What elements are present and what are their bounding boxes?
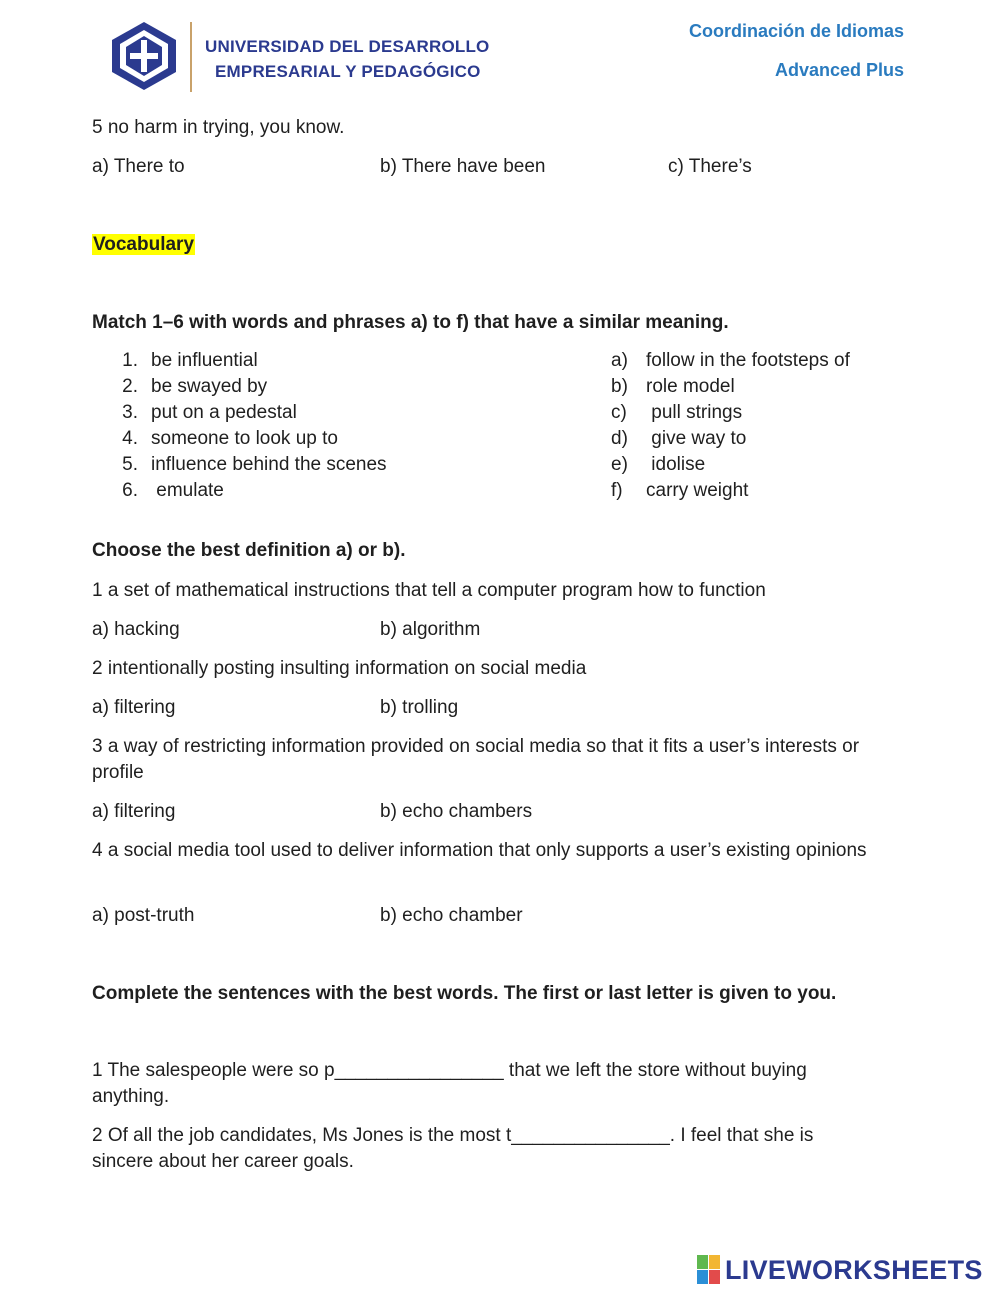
right-item-text: give way to [646, 428, 747, 449]
q5-option-b[interactable]: b) There have been [380, 156, 546, 177]
q5-prompt: 5 no harm in trying, you know. [92, 117, 345, 138]
left-item-text: be swayed by [151, 376, 268, 397]
left-item-text: someone to look up to [151, 428, 338, 449]
definition-option-b[interactable]: b) echo chambers [380, 801, 533, 822]
q5-option-c[interactable]: c) There’s [668, 156, 752, 177]
university-name-line1: UNIVERSIDAD DEL DESARROLLO [205, 37, 490, 56]
left-item-number: 3. [122, 402, 138, 423]
left-item-number: 2. [122, 376, 138, 397]
right-item-text: carry weight [646, 480, 749, 501]
complete-instruction: Complete the sentences with the best words. The first or last letter is given to you. [92, 983, 837, 1004]
vocabulary-heading [92, 232, 195, 258]
liveworksheets-logo-icon [697, 1255, 721, 1290]
university-logo [108, 20, 180, 92]
definition-option-a[interactable]: a) post-truth [92, 905, 195, 926]
right-item-text: follow in the footsteps of [646, 350, 850, 371]
vocabulary-heading-text: Vocabulary [93, 234, 195, 255]
header-divider [190, 22, 192, 92]
complete-sentence-2: 2 Of all the job candidates, Ms Jones is the most t_______________. I feel that she is sincere about her career goals. [92, 1125, 814, 1172]
left-item-text: influence behind the scenes [151, 454, 387, 475]
left-item-number: 1. [122, 350, 138, 371]
right-item-text: idolise [646, 454, 706, 475]
definitions-instruction: Choose the best definition a) or b). [92, 540, 406, 561]
definition-option-b[interactable]: b) algorithm [380, 619, 481, 640]
definition-option-a[interactable]: a) filtering [92, 801, 176, 822]
definition-prompt: 3 a way of restricting information provided on social media so that it fits a user’s interests or profile [92, 736, 860, 783]
left-item-text: be influential [151, 350, 258, 371]
right-item-letter: c) [611, 402, 627, 423]
left-item-number: 6. [122, 480, 138, 501]
right-item-text: pull strings [646, 402, 743, 423]
university-name-line2: EMPRESARIAL Y PEDAGÓGICO [215, 62, 481, 81]
right-item-text: role model [646, 376, 735, 397]
left-item-number: 5. [122, 454, 138, 475]
level-label: Advanced Plus [774, 60, 904, 80]
left-item-text: put on a pedestal [151, 402, 297, 423]
right-item-letter: b) [611, 376, 628, 397]
match-instruction: Match 1–6 with words and phrases a) to f) that have a similar meaning. [92, 312, 729, 333]
definition-prompt: 2 intentionally posting insulting information on social media [92, 658, 587, 679]
definition-option-b[interactable]: b) trolling [380, 697, 459, 718]
q5-option-a[interactable]: a) There to [92, 156, 185, 177]
right-item-letter: f) [611, 480, 623, 501]
liveworksheets-brand: LIVEWORKSHEETS [725, 1255, 983, 1285]
right-item-letter: e) [611, 454, 628, 475]
left-item-text: emulate [151, 480, 224, 501]
right-item-letter: a) [611, 350, 628, 371]
definition-option-a[interactable]: a) filtering [92, 697, 176, 718]
complete-sentence-1: 1 The salespeople were so p________________ that we left the store without buying anything. [92, 1060, 807, 1107]
definition-prompt: 1 a set of mathematical instructions that tell a computer program how to function [92, 580, 766, 601]
definition-prompt: 4 a social media tool used to deliver information that only supports a user’s existing opinions [92, 840, 867, 861]
definition-option-b[interactable]: b) echo chamber [380, 905, 523, 926]
coordination-label: Coordinación de Idiomas [688, 21, 904, 41]
left-item-number: 4. [122, 428, 138, 449]
definition-option-a[interactable]: a) hacking [92, 619, 180, 640]
right-item-letter: d) [611, 428, 628, 449]
